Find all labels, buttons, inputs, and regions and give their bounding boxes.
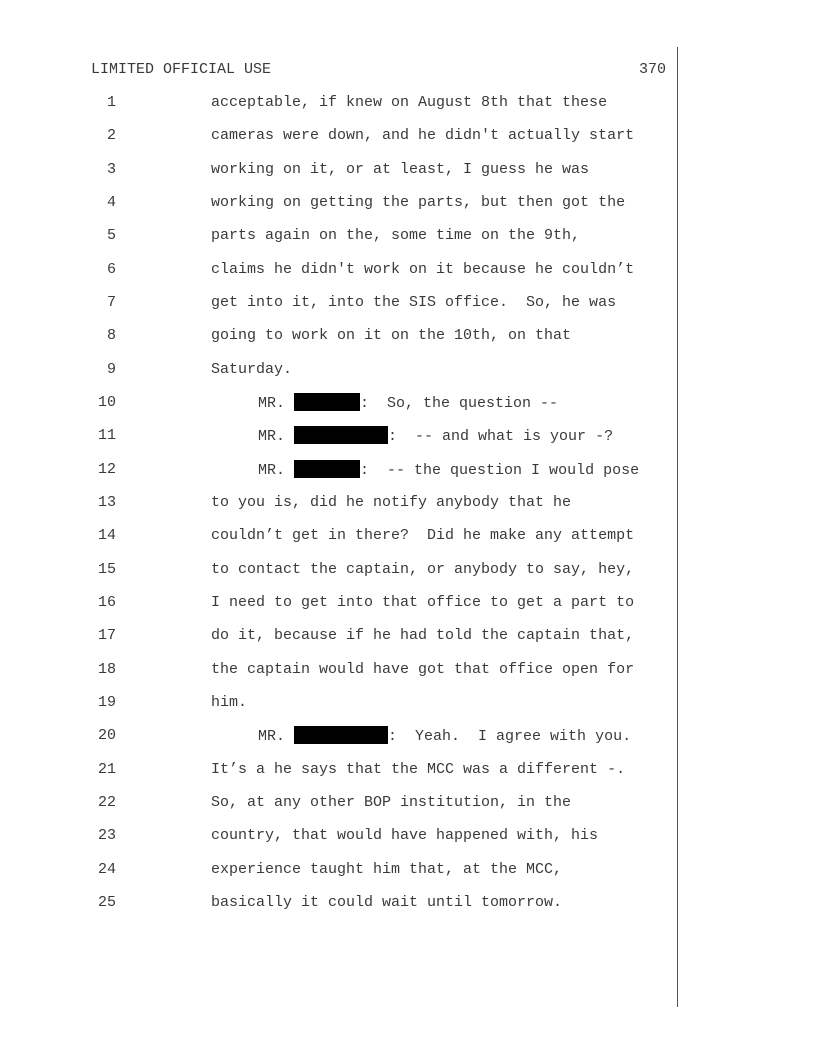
- transcript-line: [0, 560, 816, 580]
- speaker-title: MR.: [258, 728, 286, 745]
- transcript-line: [0, 93, 816, 113]
- line-text: cameras were down, and he didn't actually start: [211, 127, 635, 144]
- line-text: him.: [211, 694, 248, 711]
- transcript-line: [0, 260, 816, 280]
- line-number: 4: [106, 194, 116, 211]
- transcript-line: [0, 860, 816, 880]
- transcript-line: [0, 426, 816, 446]
- line-number: 1: [106, 94, 116, 111]
- transcript-line: [0, 493, 816, 513]
- transcript-line: [0, 160, 816, 180]
- transcript-line: [0, 693, 816, 713]
- line-text: acceptable, if knew on August 8th that these: [211, 94, 608, 111]
- speaker-line: [258, 726, 631, 747]
- line-text: : Yeah. I agree with you.: [388, 728, 632, 745]
- transcript-line: [0, 526, 816, 546]
- line-number: 6: [106, 261, 116, 278]
- line-number: 13: [97, 494, 116, 511]
- redaction-bar: [294, 726, 388, 744]
- transcript-line: [0, 726, 816, 746]
- speaker-line: [258, 393, 558, 414]
- transcript-line: [0, 293, 816, 313]
- line-text: basically it could wait until tomorrow.: [211, 894, 563, 911]
- transcript-line: [0, 793, 816, 813]
- classification-header: LIMITED OFFICIAL USE: [91, 61, 272, 78]
- transcript-line: [0, 593, 816, 613]
- line-number: 16: [97, 594, 116, 611]
- line-text: working on getting the parts, but then got the: [211, 194, 626, 211]
- line-text: So, at any other BOP institution, in the: [211, 794, 572, 811]
- line-text: going to work on it on the 10th, on that: [211, 327, 572, 344]
- speaker-title: MR.: [258, 428, 286, 445]
- line-text: experience taught him that, at the MCC,: [211, 861, 563, 878]
- line-text: the captain would have got that office open for: [211, 661, 635, 678]
- transcript-line: [0, 226, 816, 246]
- transcript-line: [0, 126, 816, 146]
- line-text: : So, the question --: [360, 395, 559, 412]
- transcript-line: [0, 626, 816, 646]
- line-number: 19: [97, 694, 116, 711]
- redaction-bar: [294, 460, 360, 478]
- line-text: do it, because if he had told the captain that,: [211, 627, 635, 644]
- line-text: It’s a he says that the MCC was a different -.: [211, 761, 626, 778]
- line-text: parts again on the, some time on the 9th,: [211, 227, 581, 244]
- transcript-line: [0, 326, 816, 346]
- line-number: 14: [97, 527, 116, 544]
- transcript-line: [0, 193, 816, 213]
- line-text: I need to get into that office to get a part to: [211, 594, 635, 611]
- line-number: 7: [106, 294, 116, 311]
- speaker-title: MR.: [258, 395, 286, 412]
- transcript-line: [0, 393, 816, 413]
- line-number: 5: [106, 227, 116, 244]
- line-text: get into it, into the SIS office. So, he was: [211, 294, 617, 311]
- speaker-line: [258, 460, 639, 481]
- line-number: 20: [97, 727, 116, 744]
- line-number: 25: [97, 894, 116, 911]
- line-text: country, that would have happened with, his: [211, 827, 599, 844]
- redaction-bar: [294, 426, 388, 444]
- line-text: to you is, did he notify anybody that he: [211, 494, 572, 511]
- line-number: 21: [97, 761, 116, 778]
- line-number: 11: [97, 427, 116, 444]
- line-number: 24: [97, 861, 116, 878]
- line-number: 22: [97, 794, 116, 811]
- transcript-line: [0, 760, 816, 780]
- line-number: 2: [106, 127, 116, 144]
- speaker-title: MR.: [258, 462, 286, 479]
- line-number: 12: [97, 461, 116, 478]
- line-number: 23: [97, 827, 116, 844]
- line-text: couldn’t get in there? Did he make any attempt: [211, 527, 635, 544]
- line-number: 3: [106, 161, 116, 178]
- transcript-line: [0, 660, 816, 680]
- page-number: 370: [638, 61, 666, 78]
- line-number: 8: [106, 327, 116, 344]
- line-text: claims he didn't work on it because he couldn’t: [211, 261, 635, 278]
- line-text: : -- the question I would pose: [360, 462, 640, 479]
- line-number: 18: [97, 661, 116, 678]
- transcript-line: [0, 360, 816, 380]
- line-number: 10: [97, 394, 116, 411]
- line-text: Saturday.: [211, 361, 293, 378]
- transcript-line: [0, 460, 816, 480]
- transcript-line: [0, 826, 816, 846]
- line-number: 17: [97, 627, 116, 644]
- line-text: working on it, or at least, I guess he was: [211, 161, 590, 178]
- speaker-line: [258, 426, 613, 447]
- line-text: : -- and what is your -?: [388, 428, 614, 445]
- line-text: to contact the captain, or anybody to say, hey,: [211, 561, 635, 578]
- redaction-bar: [294, 393, 360, 411]
- line-number: 15: [97, 561, 116, 578]
- transcript-line: [0, 893, 816, 913]
- line-number: 9: [106, 361, 116, 378]
